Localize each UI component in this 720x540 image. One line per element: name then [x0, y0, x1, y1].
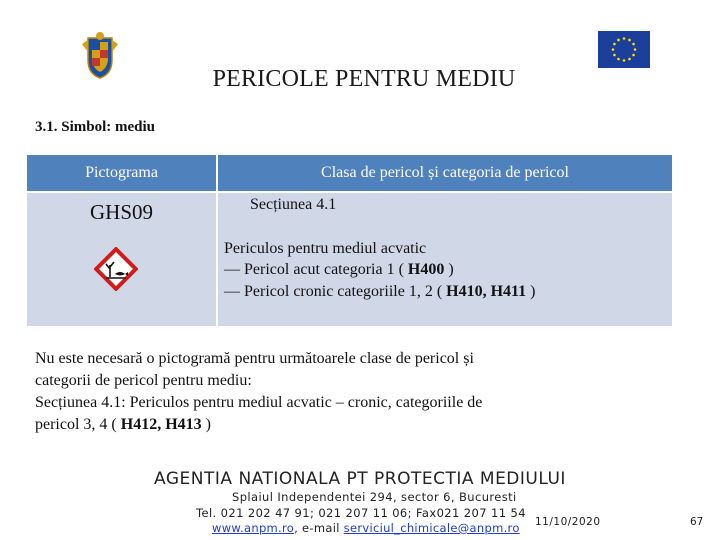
environment-hazard-icon — [94, 247, 138, 291]
page-number: 67 — [690, 516, 704, 528]
hazard-class-line: — Pericol cronic categoriile 1, 2 ( H410, H411 ) — [224, 283, 536, 300]
eu-star — [617, 39, 620, 42]
footer-contacts: www.anpm.ro, e-mail serviciul_chimicale@anpm.ro — [212, 521, 520, 535]
hazard-class-line: — Pericol acut categoria 1 ( H400 ) — [224, 261, 454, 278]
footer-phone: Tel. 021 202 47 91; 021 207 11 06; Fax021 207 11 54 — [196, 506, 526, 520]
hazard-class-line: Periculos pentru mediul acvatic — [224, 240, 427, 257]
eu-star — [613, 54, 616, 57]
eu-star — [623, 37, 626, 40]
eu-star — [632, 43, 635, 46]
eu-flag-icon — [598, 31, 650, 68]
footer-address: Splaiul Independentei 294, sector 6, Bucuresti — [232, 490, 517, 504]
section-label: Secțiunea 4.1 — [250, 196, 337, 213]
page-title: PERICOLE PENTRU MEDIU — [212, 66, 516, 92]
eu-star — [623, 59, 626, 62]
header-hazard-class: Clasa de pericol și categoria de pericol — [321, 164, 569, 181]
eu-star — [613, 43, 616, 46]
eu-star — [617, 58, 620, 61]
header-pictogram: Pictograma — [85, 164, 158, 181]
email-link[interactable]: serviciul_chimicale@anpm.ro — [343, 521, 520, 535]
eu-star — [634, 48, 637, 51]
eu-star — [612, 48, 615, 51]
eu-star — [628, 39, 631, 42]
hazard-table — [27, 155, 672, 326]
note-paragraph: Nu este necesară o pictogramă pentru următoarele clase de pericol și categorii de pericol pentru mediu: Secțiunea 4.1: Periculos pentru mediul acvatic – cronic, categoriile de pericol 3, 4 ( H412, H413 ) — [35, 350, 483, 433]
agency-name: AGENTIA NATIONALA PT PROTECTIA MEDIULUI — [154, 469, 566, 489]
eu-star — [632, 54, 635, 57]
footer-date: 11/10/2020 — [535, 516, 601, 528]
eu-star — [628, 58, 631, 61]
section-subtitle: 3.1. Simbol: mediu — [35, 119, 156, 135]
website-link[interactable]: www.anpm.ro — [212, 521, 295, 535]
ghs-code: GHS09 — [89, 200, 153, 224]
